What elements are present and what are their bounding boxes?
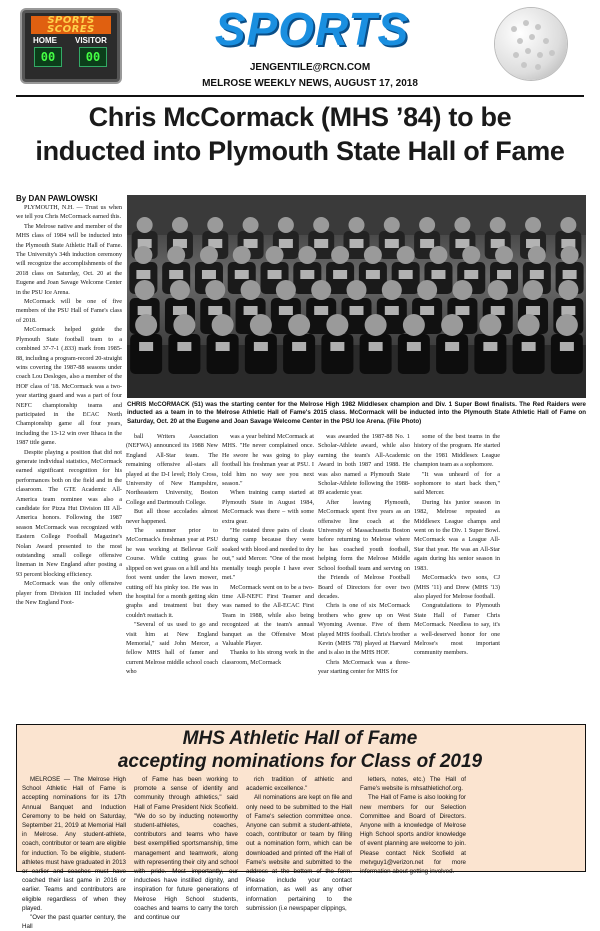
paragraph: The Hall of Fame is also looking for new members for our Selection Committee and Board of Directors. Anyone with a knowledge of Melrose High School sports and/or knowledge of event planning are welcome to join. Please contact Nick Scofield at metvguy1@verizon.net for more information about getting involved. (360, 794, 466, 876)
paragraph: Thanks to his strong work in the classroom, McCormack (222, 649, 314, 666)
paragraph: But all those accolades almost never happened. (126, 508, 218, 525)
notice-column-3 (246, 775, 352, 912)
edition-line: MELROSE WEEKLY NEWS, AUGUST 17, 2018 (202, 78, 418, 89)
scoreboard-visitor-score: 00 (79, 47, 107, 67)
paragraph: Chris is one of six McCormack brothers who grew up on West Wyoming Avenue. Five of them played MHS football. Chris's brother Kevin (MHS '78) played at Harvard and is also in the MHS HOF. (318, 602, 410, 657)
paragraph: When training camp started at Plymouth State in August 1984, McCormack was there – with some extra gear. (222, 489, 314, 525)
golf-ball-icon (495, 8, 567, 80)
paragraph: MELROSE — The Melrose High School Athletic Hall of Fame is accepting nominations for its 17th Annual Banquet and Induction Ceremony to be held on Saturday, September 21, 2019 at Memorial Hall in Melrose. Any student-athlete, coach, contributor or team are eligible for induction. To be eligible, student-athletes must have graduated in 2013 or earlier and coaches must have coached their last game in 2016 or earlier. Teams and contributors are eligible regardless of when they played. (22, 776, 126, 912)
scoreboard-visitor-label: VISITOR (75, 36, 107, 45)
paragraph: Despite playing a position that did not generate individual statistics, McCormack earned significant recognition for his performances both on the field and in the classroom. The GTE Academic All-America team nominee was also a candidate for Pizza Hut Division III All-America honors. Following the 1987 season McCormack was recognized with Eastern College Football Magazine's Nolan Award presented to the most outstanding small college offensive lineman in New England after posting a 93 percent blocking efficiency. (16, 448, 122, 578)
story-column-5 (414, 432, 500, 718)
paragraph: McCormack was the only offensive player from Division III included when the New England Foot- (16, 580, 122, 607)
team-photo-graphic (127, 195, 586, 398)
team-photo (127, 195, 586, 398)
notice-headline-line-1: MHS Athletic Hall of Fame (182, 728, 418, 749)
scoreboard-title: SPORTS SCORES (31, 16, 111, 34)
paragraph: McCormack went on to be a two-time All-NEFC First Teamer and was named to the All-ECAC First Team in 1988, while also being recognized at the team's annual banquet as the Offensive Most Valuable Player. (222, 583, 314, 647)
scoreboard-home-score: 00 (34, 47, 62, 67)
paragraph: McCormack helped guide the Plymouth State football team to a combined 37-7-1 (.833) mark from 1985-88, including a program-record 20-straight wins covering the 1987-88 seasons under coach Lou Desloges, also a member of the HOF class of '18. McCormack was a two-year starting guard and was a part of four NEFC championship teams and participated in the ECAC North Championship game all four years, including the 13-12 win over Ithaca in the 1987 title game. (16, 326, 122, 447)
story-column-1 (16, 203, 122, 718)
paragraph: After leaving Plymouth, McCormack spent five years as an offensive line coach at the University of Massachusetts Boston before returning to Melrose where he has coached youth football, helping form the Melrose Middle School football team and serving on the Friends of Melrose Football Board of Directors for over two decades. (318, 498, 410, 600)
paragraph: The summer prior to McCormack's freshman year at PSU he was working at Bellevue Golf Course. While cutting grass he slipped on wet grass on a hill and his foot went under the lawn mower, cutting off his pinky toe. He was in the hospital for a month getting skin graphs and treatment but they couldn't reattach it. (126, 527, 218, 619)
notice-headline-line-2: accepting nominations for Class of 2019 (117, 751, 483, 772)
notice-column-1 (22, 775, 126, 931)
notice-column-2 (134, 775, 238, 922)
paragraph: some of the best teams in the history of the program. He started on the 1981 Middlesex League champion team as a sophomore. (414, 433, 500, 469)
story-column-2 (126, 432, 218, 718)
story-column-3 (222, 432, 314, 718)
paragraph: "He rotated three pairs of cleats during camp because they were soaked with blood and needed to dry out," said Mercer. "One of the most mentally tough people I have ever met." (222, 527, 314, 582)
paragraph: was awarded the 1987-88 No. 1 Scholar-Athlete award, while also earning the team's All-Academic Award in both 1987 and 1988. He was also named a Plymouth State Scholar-Athlete following the 1988-89 academic year. (318, 433, 410, 497)
notice-headline (16, 727, 584, 773)
byline: By DAN PAWLOWSKI (16, 194, 98, 203)
scoreboard-graphic (22, 10, 120, 82)
paragraph: of Fame has been working to promote a sense of identity and community through athletics," said Hall of Fame President Nick Scofield. "We do so by inducting noteworthy student-athletes, coaches, contributors and teams who have best exemplified sportsmanship, time management and teamwork, along with representing their city and school with pride. Most importantly, our inductees have instilled dignity, and inspiration for future generations of Melrose High School students, coaches and teams to carry the torch and continue our (134, 776, 238, 922)
paragraph: rich tradition of athletic and academic excellence." (246, 776, 352, 793)
paragraph: "It was unheard of for a sophomore to start back then," said Mercer. (414, 470, 500, 497)
story-headline (16, 100, 584, 168)
photo-caption: CHRIS McCORMACK (51) was the starting center for the Melrose High 1982 Middlesex champion and Div. 1 Super Bowl finalists. The Red Raiders were inducted as a team in to the Melrose Athletic Hall of Fame's 2015 class. McCormack will be inducted into the Plymouth State Athletic Hall of Fame on Saturday, Oct. 20 at the Eugene and Joan Savage Welcome Center in the PSU Ice Arena. (File Photo) (127, 401, 586, 425)
scoreboard-home-label: HOME (33, 36, 57, 45)
paragraph: During his junior season in 1982, Melrose repeated as Middlesex League champs and went on to the Div. 1 Super Bowl. McCormack was a League All-Star that year. He was an All-Star again during his senior season in 1983. (414, 498, 500, 572)
paragraph: "Several of us used to go and visit him at New England Memorial," said John Mercer, a fellow MHS hall of famer and current Melrose middle school coach who (126, 621, 218, 676)
paragraph: The Melrose native and member of the MHS class of 1984 will be inducted into the Plymouth State Athletic Hall of Fame. The University's 34th induction ceremony will recognize the accomplishments of the 2018 class on Saturday, Oct. 20 at the Eugene and Joan Savage Welcome Center in the PSU Ice Arena. (16, 222, 122, 296)
paragraph: letters, notes, etc.) The Hall of Fame's website is mhsathletichof.org. (360, 776, 466, 793)
paragraph: All nominations are kept on file and only need to be submitted to the Hall of Fame's selection committee once. Anyone can submit a student-athlete, coach, contributor or team by filling out a nomination form, which can be downloaded and printed off the Hall of Fame's website and submitted to the address at the bottom of the form. Please include your contact information, as well as any other information pertaining to the submission (i.e newspaper clippings, (246, 794, 352, 912)
paragraph: PLYMOUTH, N.H. — Trust us when we tell you Chris McCormack earned this. (16, 204, 122, 221)
story-column-4 (318, 432, 410, 718)
paragraph: Congratulations to Plymouth State Hall of Famer Chris McCormack. Needless to say, it's a well-deserved honor for one Melrose's most important community members. (414, 602, 500, 657)
headline-line-2: inducted into Plymouth State Hall of Fame (35, 136, 565, 166)
paragraph: was a year behind McCormack at MHS. "He never complained once. He swore he was going to play football his freshman year at PSU. I told him no way see you next season." (222, 433, 314, 488)
headline-line-1: Chris McCormack (MHS ’84) to be (88, 102, 512, 132)
notice-column-4 (360, 775, 466, 876)
paragraph: ball Writers Association (NEFWA) announced its 1988 New England All-Star team. The remaining offensive all-stars all played at the D-I level; Holy Cross, University of New Hampshire, Northeastern University, Boston College and Dartmouth College. (126, 433, 218, 506)
section-title: SPORTS (214, 3, 410, 55)
paragraph: McCormack will be one of five members of the PSU Hall of Fame's class of 2018. (16, 298, 122, 324)
header-rule (16, 95, 584, 97)
contact-email: JENGENTILE@RCN.COM (249, 62, 371, 73)
paragraph: "Over the past quarter century, the Hall (22, 914, 126, 931)
sports-header (0, 0, 600, 100)
paragraph: Chris McCormack was a three-year starting center for MHS for (318, 658, 410, 676)
paragraph: McCormack's two sons, CJ (MHS '11) and Drew (MHS '13) also played for Melrose football. (414, 574, 500, 600)
